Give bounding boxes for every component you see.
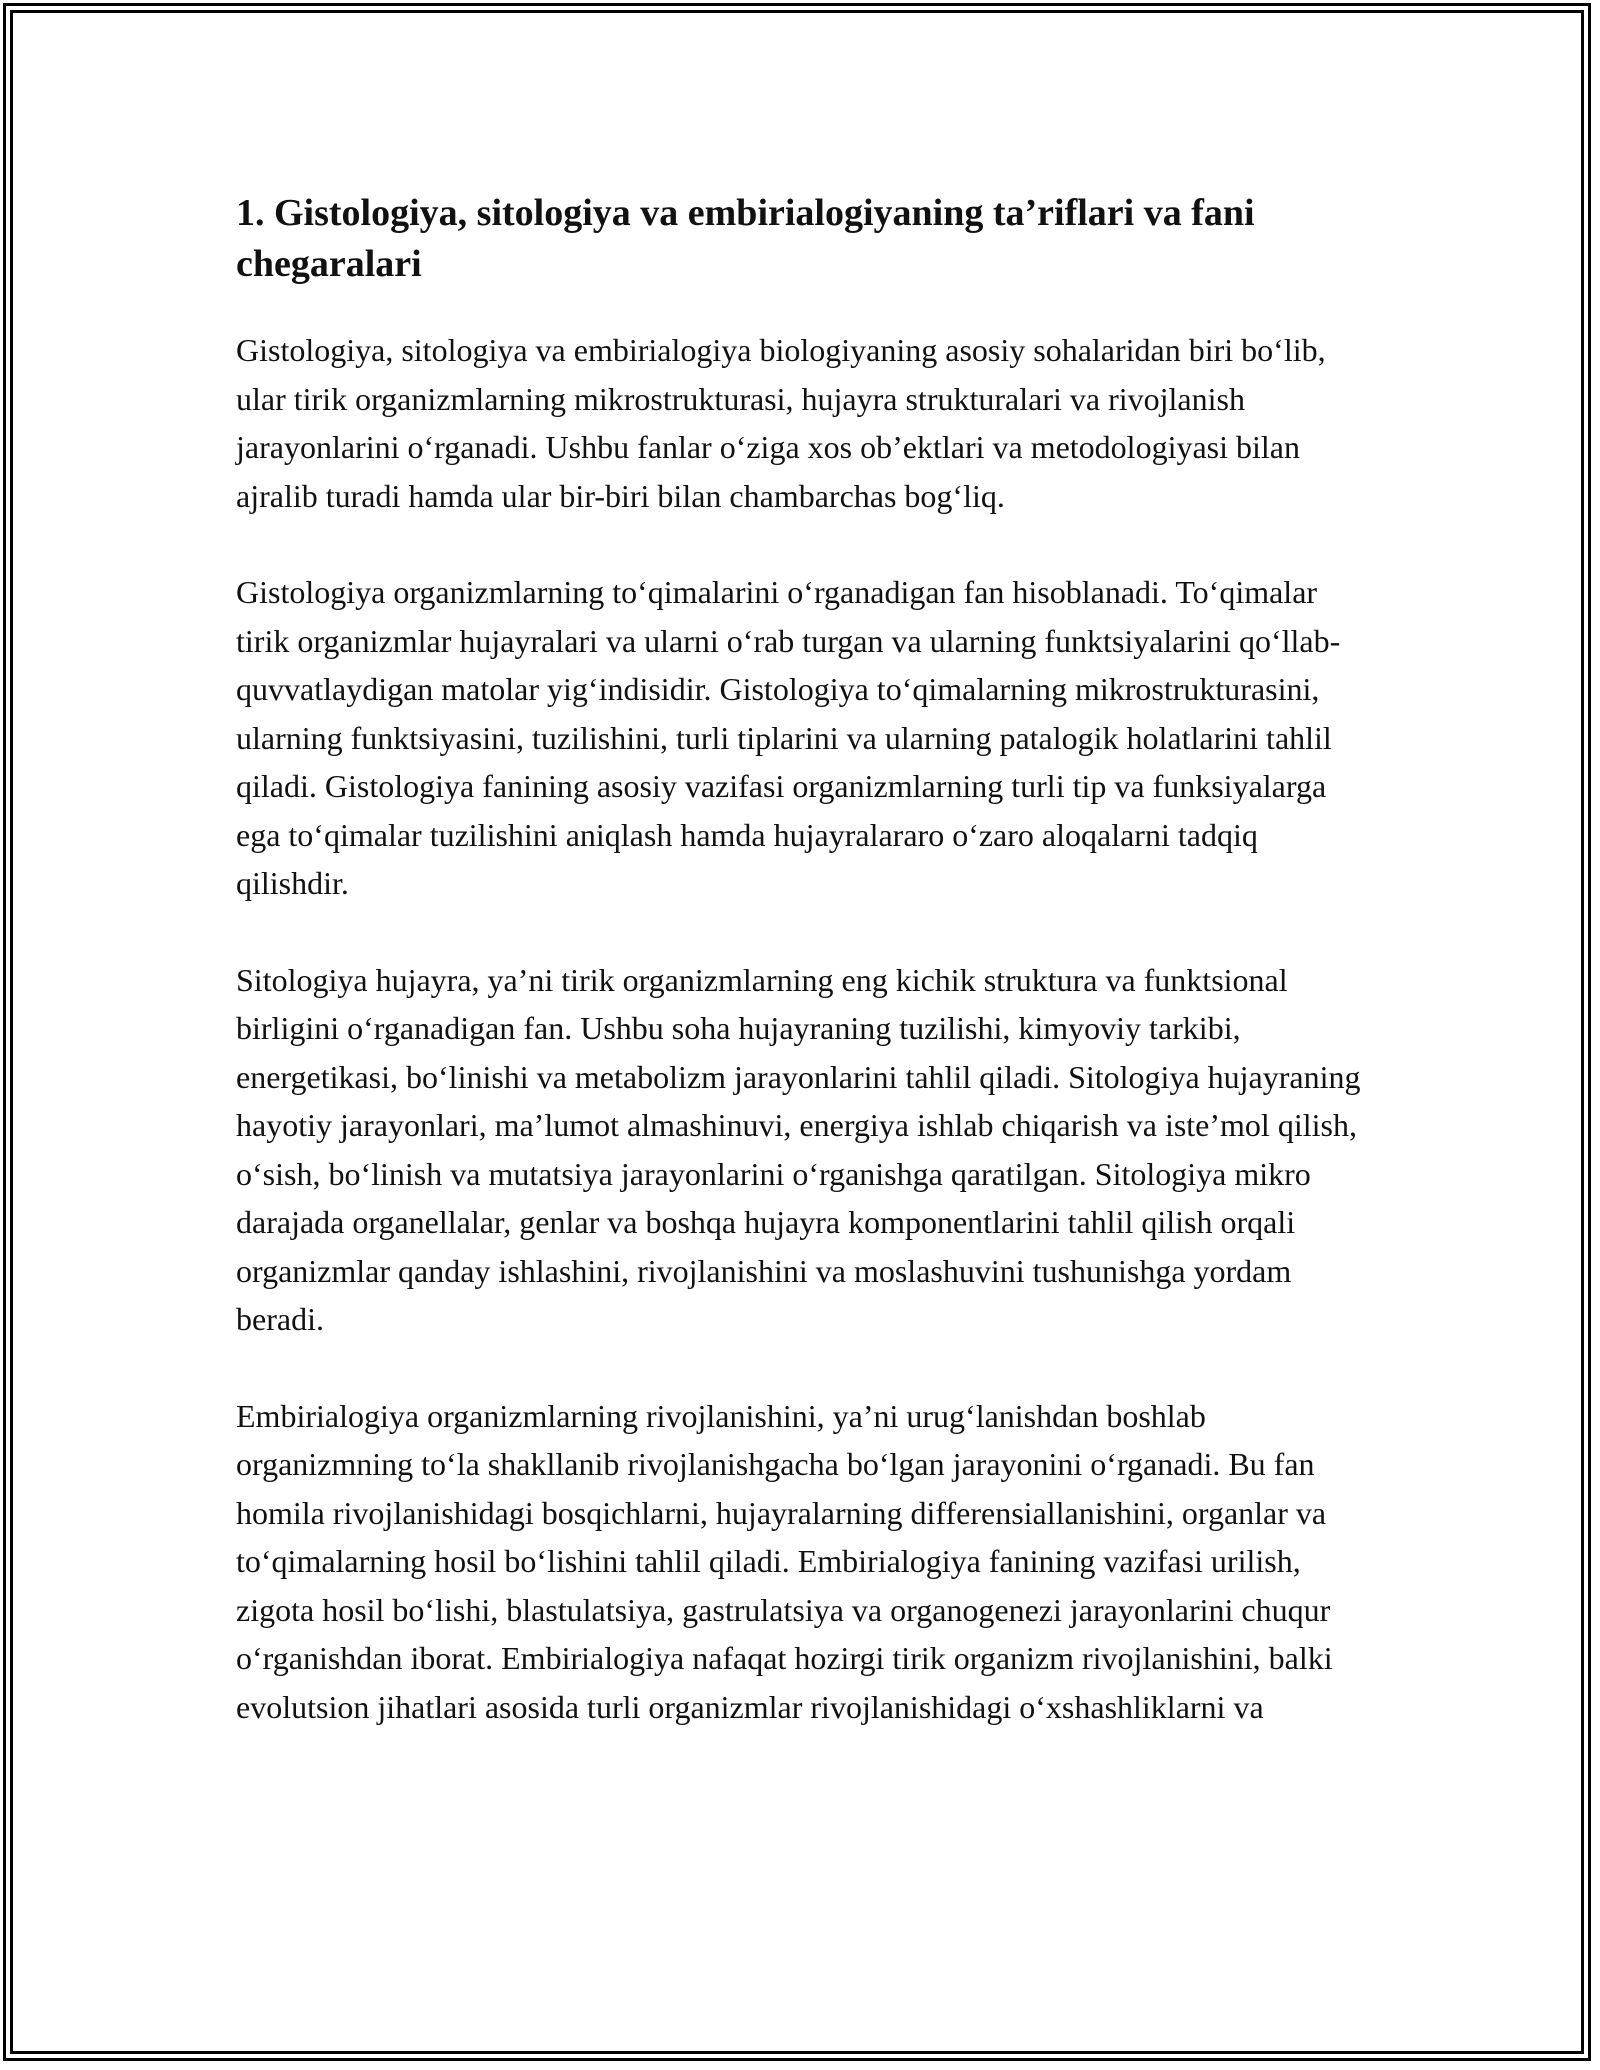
paragraph-embryology: Embirialogiya organizmlarning rivojlanishini, ya’ni urug‘lanishdan boshlab organizmning to‘la shakllanib rivojlanishgacha bo‘lgan jarayonini o‘rganadi. Bu fan homila rivojlanishidagi bosqichlarni, hujayralarning differensiallanishini, organlar va to‘qimalarning hosil bo‘lishini tahlil qiladi. Embirialogiya fanining vazifasi urilish, zigota hosil bo‘lishi, blastulatsiya, gastrulatsiya va organogenezi jarayonlarini chuqur o‘rganishdan iborat. Embirialogiya nafaqat hozirgi tirik organizm rivojlanishini, balki evolutsion jihatlari asosida turli organizmlar rivojlanishidagi o‘xshashliklarni va <box>236 1397 1333 1725</box>
paragraph-intro: Gistologiya, sitologiya va embirialogiya biologiyaning asosiy sohalaridan biri bo‘lib, ular tirik organizmlarning mikrostrukturasi, hujayra strukturalari va rivojlanish jarayonlarini o‘rganadi. Ushbu fanlar o‘ziga xos ob’ektlari va metodologiyasi bilan ajralib turadi hamda ular bir-biri bilan chambarchas bog‘liq. <box>236 332 1326 514</box>
document-body <box>236 188 1366 1779</box>
paragraph-cytology: Sitologiya hujayra, ya’ni tirik organizmlarning eng kichik struktura va funktsional birligini o‘rganadigan fan. Ushbu soha hujayraning tuzilishi, kimyoviy tarkibi, energetikasi, bo‘linishi va metabolizm jarayonlarini tahlil qiladi. Sitologiya hujayraning hayotiy jarayonlari, ma’lumot almashinuvi, energiya ishlab chiqarish va iste’mol qilish, o‘sish, bo‘linish va mutatsiya jarayonlarini o‘rganishga qaratilgan. Sitologiya mikro darajada organellalar, genlar va boshqa hujayra komponentlarini tahlil qilish orqali organizmlar qanday ishlashini, rivojlanishini va moslashuvini tushunishga yordam beradi. <box>236 961 1361 1337</box>
section-heading: 1. Gistologiya, sitologiya va embirialogiyaning ta’riflari va fani chegaralari <box>236 192 1255 285</box>
paragraph-histology: Gistologiya organizmlarning to‘qimalarini o‘rganadigan fan hisoblanadi. To‘qimalar tirik organizmlar hujayralari va ularni o‘rab turgan va ularning funktsiyalarini qo‘llab-quvvatlaydigan matolar yig‘indisidir. Gistologiya to‘qimalarning mikrostrukturasini, ularning funktsiyasini, tuzilishini, turli tiplarini va ularning patalogik holatlarini tahlil qiladi. Gistologiya fanining asosiy vazifasi organizmlarning turli tip va funksiyalarga ega to‘qimalar tuzilishini aniqlash hamda hujayralararo o‘zaro aloqalarni tadqiq qilishdir. <box>236 574 1341 901</box>
